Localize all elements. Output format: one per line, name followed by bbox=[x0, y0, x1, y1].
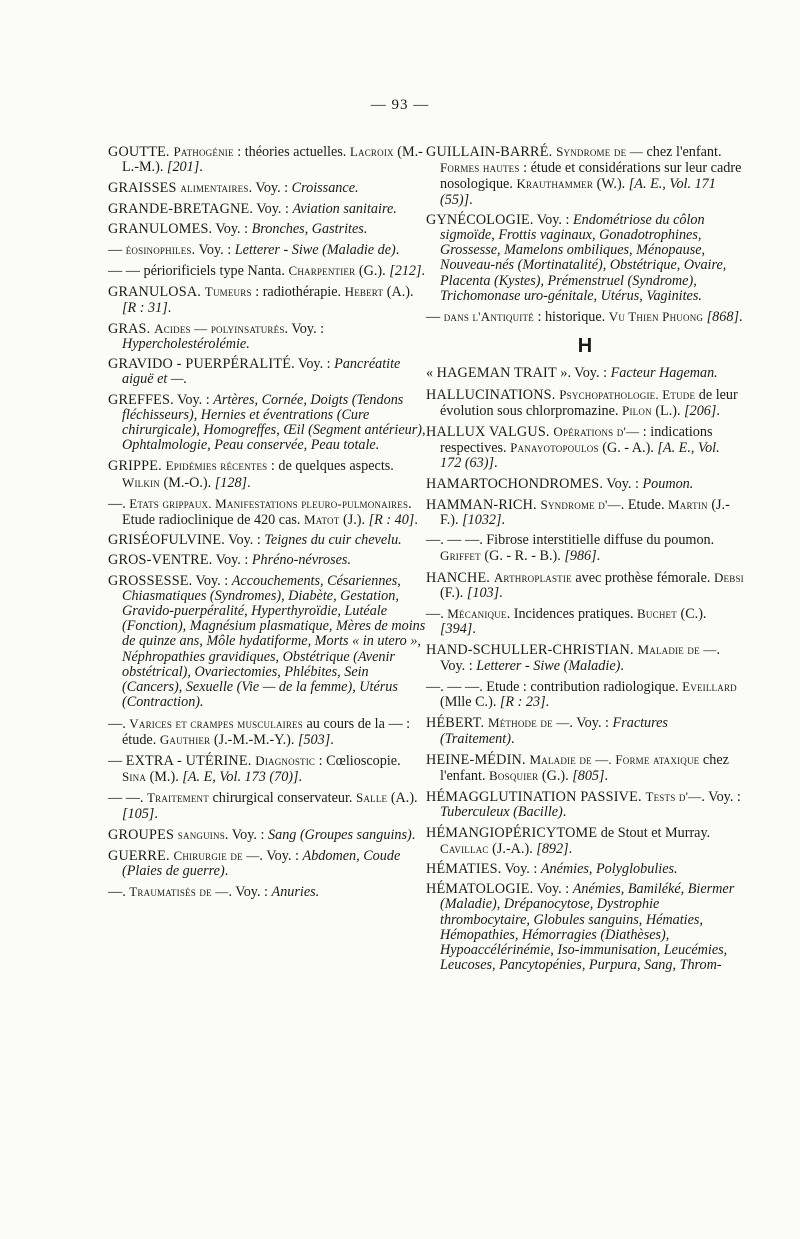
entry-segment: . Voy. : bbox=[221, 532, 265, 549]
index-entry bbox=[426, 715, 744, 746]
entry-segment: Varices et crampes musculaires bbox=[129, 715, 303, 731]
entry-segment: (M.-O.). bbox=[159, 474, 215, 491]
entry-segment: Anémies, Bamiléké, Biermer (Maladie), Drépanocytose, Dystrophie thrombocytaire, Globules sanguins, Hématies, Hémopathies, Hémorragies (Diathèses), Hypoaccélérinémie, Iso-immunisation, Leucémies, Leucoses, Pancytopénies, Purpura, Sang, Throm- bbox=[440, 881, 735, 974]
entry-segment: — bbox=[426, 309, 444, 326]
entry-segment: : historique. bbox=[533, 309, 609, 326]
entry-segment: Endométriose du côlon sigmoïde, Frottis vaginaux, Gonadotrophines, Grossesse, Mamelons ombiliques, Ménopause, Nouveau-nés (Mortinatalité), Obstétrique, Ovaire, Placenta (Kystes), Prémenstruel (Syndrome), Trichomonase uro-génitale, Utérus, Vaginites. bbox=[440, 211, 727, 304]
entry-segment: dans l'Antiquité bbox=[443, 309, 534, 325]
entry-segment: Letterer - Siwe (Maladie de) bbox=[234, 242, 396, 259]
entry-segment: : radiothérapie. bbox=[251, 284, 345, 301]
entry-segment: GUILLAIN-BARRÉ. bbox=[426, 144, 557, 160]
entry-segment: GOUTTE. bbox=[108, 144, 174, 160]
entry-segment: . Voy. : bbox=[191, 242, 235, 259]
entry-segment: Artères, Cornée, Doigts (Tendons fléchisseurs), Hernies et éventrations (Cure chirurgicale), Homogreffes, Œil (Segment antérieur), Ophtalmologie, Peau conservée, Peau totale. bbox=[122, 391, 426, 454]
entry-segment: —. bbox=[426, 606, 448, 623]
entry-segment: Charpentier bbox=[288, 263, 356, 279]
index-entry bbox=[108, 458, 426, 490]
entry-segment: Syndrome d'— bbox=[540, 496, 621, 512]
entry-segment: Arthroplastie bbox=[493, 569, 572, 585]
entry-segment: [R : 23] bbox=[499, 694, 546, 711]
entry-segment: alimentaires bbox=[180, 180, 249, 196]
entry-segment: Traitement bbox=[147, 790, 209, 806]
entry-segment: : Cœlioscopie. bbox=[315, 752, 401, 769]
entry-segment: Etats grippaux. Manifestations pleuro-pulmonaires bbox=[129, 495, 409, 511]
entry-segment: — bbox=[108, 752, 126, 769]
entry-segment: . Voy. : bbox=[208, 552, 252, 569]
index-entry bbox=[426, 882, 744, 973]
entry-segment: Psychopathologie. Etude bbox=[559, 386, 696, 402]
entry-segment: . bbox=[620, 657, 624, 674]
entry-segment: [206] bbox=[684, 402, 717, 419]
entry-segment: — —. bbox=[108, 790, 148, 807]
entry-segment: [805] bbox=[572, 767, 605, 784]
entry-segment: Anuries. bbox=[271, 884, 320, 901]
entry-segment: Maladie de — bbox=[637, 642, 717, 658]
entry-segment: chirurgical conservateur. bbox=[208, 790, 357, 807]
entry-segment: Epidémies récentes bbox=[165, 458, 268, 474]
entry-segment: . bbox=[596, 548, 601, 565]
entry-segment: . bbox=[411, 826, 416, 843]
entry-segment: : indications respectives. bbox=[440, 424, 713, 457]
entry-segment: Krauthammer bbox=[516, 176, 594, 192]
entry-segment: GRAISSES bbox=[108, 180, 181, 197]
entry-segment: [892] bbox=[536, 840, 569, 857]
entry-segment: Eveillard bbox=[682, 678, 737, 694]
entry-segment: . bbox=[494, 455, 498, 472]
entry-segment: Sina bbox=[122, 769, 147, 785]
entry-segment: . bbox=[395, 242, 400, 259]
entry-segment: Accouchements, Césariennes, Chiasmatiques (Syndromes), Diabète, Gestation, Gravido-puerpéralité, Hyperthyroïdie, Lutéale (Fonction), Magnésium plasmatique, Mères de moins de quinze ans, Môle hydatiforme, Morts « in utero », Néphropathies gravidiques, Obstétrique (Avenir obstétrical), Ovariectomies, Phlébites, Sein (Cancers), Sexuelle (Vie — de la femme), Utérus (Contraction). bbox=[122, 572, 426, 711]
entry-segment: — bbox=[108, 242, 126, 259]
entry-segment: . bbox=[568, 840, 573, 857]
entry-segment: HEINE-MÉDIN. bbox=[426, 751, 530, 768]
entry-segment: GROS-VENTRE bbox=[108, 552, 209, 569]
index-entry bbox=[108, 357, 426, 387]
entry-segment: chez l'enfant. bbox=[642, 144, 722, 160]
entry-segment: Bronches, Gastrites. bbox=[251, 220, 368, 237]
index-entry bbox=[108, 144, 426, 175]
entry-segment: (M.-L.-M.). bbox=[122, 144, 423, 176]
entry-segment: Hebert bbox=[344, 284, 384, 300]
index-entry bbox=[108, 202, 426, 217]
entry-segment: [R : 31] bbox=[122, 299, 168, 316]
entry-segment: : de quelques aspects. bbox=[267, 458, 394, 475]
index-entry bbox=[108, 533, 426, 548]
entry-segment: HÉMAGGLUTINATION PASSIVE. bbox=[426, 789, 646, 806]
entry-segment: Vu Thien Phuong bbox=[608, 309, 704, 325]
entry-segment: (M.). bbox=[146, 769, 183, 786]
entry-segment: . Voy. : bbox=[569, 715, 613, 732]
index-entry bbox=[426, 213, 744, 304]
entry-segment: Hypercholestérolémie. bbox=[122, 336, 250, 353]
entry-segment: (G. - A.). bbox=[598, 440, 658, 457]
entry-segment: « bbox=[426, 365, 437, 382]
index-entry bbox=[426, 642, 744, 673]
index-entry bbox=[426, 497, 744, 528]
entry-segment: . Voy. : bbox=[701, 789, 741, 806]
entry-segment: HAMMAN-RICH. bbox=[426, 496, 541, 513]
index-entry bbox=[426, 387, 744, 419]
entry-segment: chez l'enfant. bbox=[440, 751, 729, 784]
entry-segment: GRANDE-BRETAGNE bbox=[108, 200, 250, 217]
entry-segment: . Voy. : bbox=[284, 320, 325, 337]
entry-segment: [212] bbox=[389, 263, 422, 280]
entry-segment: Aviation sanitaire. bbox=[292, 200, 397, 217]
index-entry bbox=[426, 570, 744, 601]
entry-segment: HALLUCINATIONS. bbox=[426, 386, 560, 403]
index-entry bbox=[426, 606, 744, 637]
g-entries bbox=[426, 144, 744, 325]
entry-segment: : étude et considérations sur leur cadre nosologique. bbox=[440, 160, 742, 193]
entry-segment: . Voy. : bbox=[259, 847, 303, 864]
entry-segment: GROSSESSE bbox=[108, 572, 189, 589]
entry-segment: . Voy. : bbox=[170, 391, 214, 408]
entry-segment: . bbox=[738, 309, 743, 326]
entry-segment: [503] bbox=[297, 731, 331, 748]
index-entry bbox=[108, 553, 426, 568]
entry-segment: Wilkin bbox=[122, 474, 160, 490]
entry-segment: . bbox=[545, 694, 550, 711]
index-entry bbox=[426, 366, 744, 381]
entry-segment: —. bbox=[108, 884, 130, 901]
section-letter-h: H bbox=[577, 335, 593, 358]
entry-segment: (J.-F.). bbox=[440, 496, 730, 529]
entry-segment: HALLUX VALGUS. bbox=[426, 424, 554, 441]
entry-segment: [A. E., Vol. 172 (63)] bbox=[440, 440, 720, 472]
entry-segment: (C.). bbox=[676, 606, 707, 623]
entry-segment: Tests d'— bbox=[645, 789, 702, 805]
index-entry bbox=[108, 827, 426, 843]
entry-segment: . Voy. : bbox=[208, 220, 252, 237]
index-entry bbox=[426, 424, 744, 472]
entry-segment: [103] bbox=[466, 584, 500, 601]
entry-segment: (G.). bbox=[538, 767, 573, 784]
entry-segment: Martin bbox=[668, 496, 708, 512]
right-column bbox=[426, 144, 744, 978]
entry-segment: Anémies, Polyglobulies. bbox=[540, 860, 678, 877]
entry-segment: (J.-M.-M.-Y.). bbox=[210, 731, 298, 748]
entry-segment: HÉMATOLOGIE bbox=[426, 881, 530, 898]
entry-segment: . bbox=[330, 731, 334, 748]
entry-segment: . bbox=[247, 474, 251, 491]
entry-segment: . Etude. bbox=[620, 496, 669, 513]
entry-segment: [201] bbox=[166, 159, 200, 176]
entry-segment: [394] bbox=[440, 621, 473, 638]
entry-segment: EXTRA - UTÉRINE. bbox=[125, 752, 256, 769]
index-entry bbox=[108, 753, 426, 785]
entry-segment: . Etude radioclinique de 420 cas. bbox=[122, 495, 412, 529]
entry-segment: Chirurgie de — bbox=[173, 847, 260, 863]
index-entry bbox=[426, 309, 744, 325]
entry-segment: . bbox=[716, 402, 720, 419]
entry-segment: GRANULOSA. bbox=[108, 284, 205, 301]
entry-segment: . bbox=[510, 730, 515, 747]
index-entry bbox=[108, 884, 426, 900]
entry-segment: [986] bbox=[564, 548, 597, 565]
entry-segment: (A.). bbox=[383, 284, 414, 301]
entry-segment: Griffet bbox=[440, 548, 481, 564]
entry-segment: Facteur Hageman. bbox=[610, 365, 718, 382]
entry-segment: Cavillac bbox=[440, 840, 489, 856]
entry-segment: . Voy. : bbox=[529, 211, 573, 228]
entry-segment: Tuberculeux (Bacille) bbox=[440, 804, 563, 821]
index-entry bbox=[108, 222, 426, 237]
entry-segment: —. — —. Fibrose interstitielle diffuse du poumon. bbox=[426, 532, 715, 549]
entry-segment: Méthode de — bbox=[487, 715, 570, 731]
entry-segment: GUERRE. bbox=[108, 847, 174, 864]
index-entry bbox=[426, 752, 744, 784]
entry-segment: . Voy. : bbox=[228, 884, 272, 901]
index-entry bbox=[108, 263, 426, 279]
entry-segment: de Stout et Murray. bbox=[597, 824, 711, 841]
entry-segment: . Voy. : bbox=[599, 475, 643, 492]
entry-segment: Matot bbox=[304, 512, 340, 528]
index-entry bbox=[426, 826, 744, 857]
entry-segment: Lacroix bbox=[349, 144, 394, 159]
entry-segment: éosinophiles bbox=[125, 242, 192, 258]
index-entry bbox=[108, 496, 426, 528]
entry-segment: . Voy. : bbox=[291, 356, 335, 373]
entry-segment: . bbox=[469, 191, 473, 208]
index-entry bbox=[108, 284, 426, 315]
entry-segment: Mécanique bbox=[447, 606, 507, 622]
entry-segment: (J.). bbox=[339, 512, 369, 529]
entry-segment: Formes hautes bbox=[440, 160, 520, 176]
entry-segment: . Voy. : bbox=[249, 200, 293, 217]
entry-segment: —. bbox=[108, 715, 130, 732]
entry-segment: Fractures (Traitement) bbox=[440, 715, 668, 747]
entry-segment: . bbox=[604, 767, 609, 784]
entry-segment: (L.). bbox=[651, 402, 685, 419]
entry-segment: ». Voy. : bbox=[556, 365, 611, 382]
entry-segment: HAMARTOCHONDROMES bbox=[426, 475, 600, 492]
index-entry bbox=[426, 144, 744, 208]
entry-segment: : théories actuelles. bbox=[233, 144, 350, 160]
entry-segment: [A. E, Vol. 173 (70)] bbox=[182, 769, 299, 786]
entry-segment: GRAS. bbox=[108, 320, 155, 337]
index-entry bbox=[108, 790, 426, 821]
entry-segment: Opérations d'— bbox=[553, 424, 640, 440]
entry-segment: . bbox=[154, 805, 158, 822]
entry-segment: (A.). bbox=[387, 790, 418, 807]
page-number: — 93 — bbox=[370, 97, 430, 113]
entry-segment: . Voy. : bbox=[529, 881, 573, 898]
entry-segment: . Voy. : bbox=[440, 642, 721, 674]
entry-segment: au cours de la — : étude. bbox=[122, 715, 411, 748]
index-entry bbox=[108, 716, 426, 748]
entry-segment: avec prothèse fémorale. bbox=[571, 569, 714, 586]
entry-segment: [868] bbox=[706, 309, 739, 326]
entry-segment: de leur évolution sous chlorpromazine. bbox=[440, 386, 738, 419]
entry-segment: GRANULOMES bbox=[108, 220, 209, 237]
index-entry bbox=[108, 180, 426, 196]
entry-segment: . Voy. : bbox=[497, 860, 541, 877]
entry-segment: [R : 40] bbox=[368, 512, 415, 529]
entry-segment: Panayotopoulos bbox=[510, 440, 599, 456]
entry-segment: [A. E., Vol. 171 (55)] bbox=[440, 176, 716, 208]
index-entry bbox=[426, 862, 744, 877]
index-entry bbox=[426, 789, 744, 820]
entry-segment: HAND-SCHULLER-CHRISTIAN. bbox=[426, 642, 638, 659]
entry-segment: Pancréatite aiguë et —. bbox=[122, 356, 401, 388]
entry-segment: —. — —. Etude : contribution radiologique. bbox=[426, 678, 683, 695]
index-entry bbox=[108, 321, 426, 352]
index-entry bbox=[108, 242, 426, 258]
entry-segment: (F.). bbox=[440, 584, 467, 601]
entry-segment: . bbox=[472, 621, 476, 638]
entry-segment: Poumon. bbox=[642, 475, 694, 492]
entry-segment: GREFFES bbox=[108, 391, 171, 408]
entry-segment: . Voy. : bbox=[188, 572, 232, 589]
entry-segment: [128] bbox=[214, 474, 248, 491]
entry-segment: sanguins bbox=[177, 826, 225, 842]
entry-segment: (G. - R. - B.). bbox=[480, 548, 565, 565]
entry-segment: Acides — polyinsaturés bbox=[154, 320, 285, 336]
h-entries bbox=[426, 366, 744, 973]
entry-segment: (W.). bbox=[593, 176, 629, 193]
entry-segment: . Voy. : bbox=[224, 826, 269, 843]
entry-segment: (M bbox=[440, 694, 458, 711]
index-entry bbox=[426, 477, 744, 492]
entry-segment: . bbox=[501, 512, 506, 529]
entry-segment: lle bbox=[457, 694, 472, 711]
entry-segment: Sang (Groupes sanguins) bbox=[268, 826, 412, 843]
entry-segment: Gauthier bbox=[159, 731, 211, 747]
index-entry bbox=[108, 574, 426, 711]
entry-segment: Debsi bbox=[713, 569, 744, 585]
entry-segment: — — périorificiels type Nanta. bbox=[108, 263, 289, 280]
entry-segment: Maladie de —. Forme ataxique bbox=[529, 751, 700, 767]
entry-segment: GRISÉOFULVINE bbox=[108, 532, 222, 549]
entry-segment: GRAVIDO - PUERPÉRALITÉ bbox=[108, 356, 292, 373]
entry-segment: C.). bbox=[471, 694, 500, 711]
entry-segment: Phréno-névroses. bbox=[251, 552, 351, 569]
index-entry bbox=[108, 393, 426, 454]
entry-segment: HÉMANGIOPÉRICYTOME bbox=[426, 824, 598, 841]
entry-segment: GYNÉCOLOGIE bbox=[426, 211, 530, 228]
entry-segment: HÉBERT. bbox=[426, 715, 488, 732]
index-entry bbox=[426, 679, 744, 710]
entry-segment: . bbox=[414, 512, 418, 529]
entry-segment: Bosquier bbox=[489, 767, 539, 783]
entry-segment: HAGEMAN TRAIT bbox=[436, 365, 557, 382]
entry-segment: Pilon bbox=[622, 402, 652, 418]
entry-segment: (G.). bbox=[355, 263, 390, 280]
entry-segment: GROUPES bbox=[108, 826, 178, 843]
entry-segment: Croissance. bbox=[291, 180, 359, 197]
entry-segment: [105] bbox=[122, 805, 155, 822]
entry-segment: Diagnostic bbox=[255, 752, 316, 768]
entry-segment: —. bbox=[108, 495, 130, 512]
entry-segment: Abdomen, Coude (Plaies de guerre) bbox=[122, 847, 401, 880]
entry-segment: GRIPPE. bbox=[108, 458, 166, 475]
entry-segment: . bbox=[298, 769, 303, 786]
entry-segment: . bbox=[562, 804, 567, 821]
entry-segment: . bbox=[167, 299, 172, 316]
entry-segment: . Incidences pratiques. bbox=[506, 606, 638, 623]
entry-segment: [1032] bbox=[462, 512, 502, 529]
entry-segment: Traumatisés de — bbox=[129, 884, 229, 900]
entry-segment: Salle bbox=[356, 790, 388, 806]
entry-segment: HÉMATIES bbox=[426, 860, 498, 877]
entry-segment: . bbox=[421, 263, 426, 280]
entry-segment: Tumeurs bbox=[204, 284, 252, 300]
entry-segment: . Voy. : bbox=[248, 180, 292, 197]
entry-segment: Teignes du cuir chevelu. bbox=[264, 532, 402, 549]
entry-segment: Buchet bbox=[637, 606, 677, 622]
entry-segment: (J.-A.). bbox=[488, 840, 537, 857]
entry-segment: . bbox=[224, 863, 229, 880]
entry-segment: Syndrome de — bbox=[556, 144, 643, 159]
entry-segment: HANCHE. bbox=[426, 569, 494, 586]
entry-segment: . bbox=[199, 159, 203, 176]
index-entry bbox=[108, 848, 426, 879]
index-entry bbox=[426, 533, 744, 564]
entry-segment: . bbox=[499, 584, 503, 601]
left-column bbox=[108, 144, 426, 906]
entry-segment: Pathogénie bbox=[173, 144, 234, 159]
entry-segment: Letterer - Siwe (Maladie) bbox=[476, 657, 621, 674]
